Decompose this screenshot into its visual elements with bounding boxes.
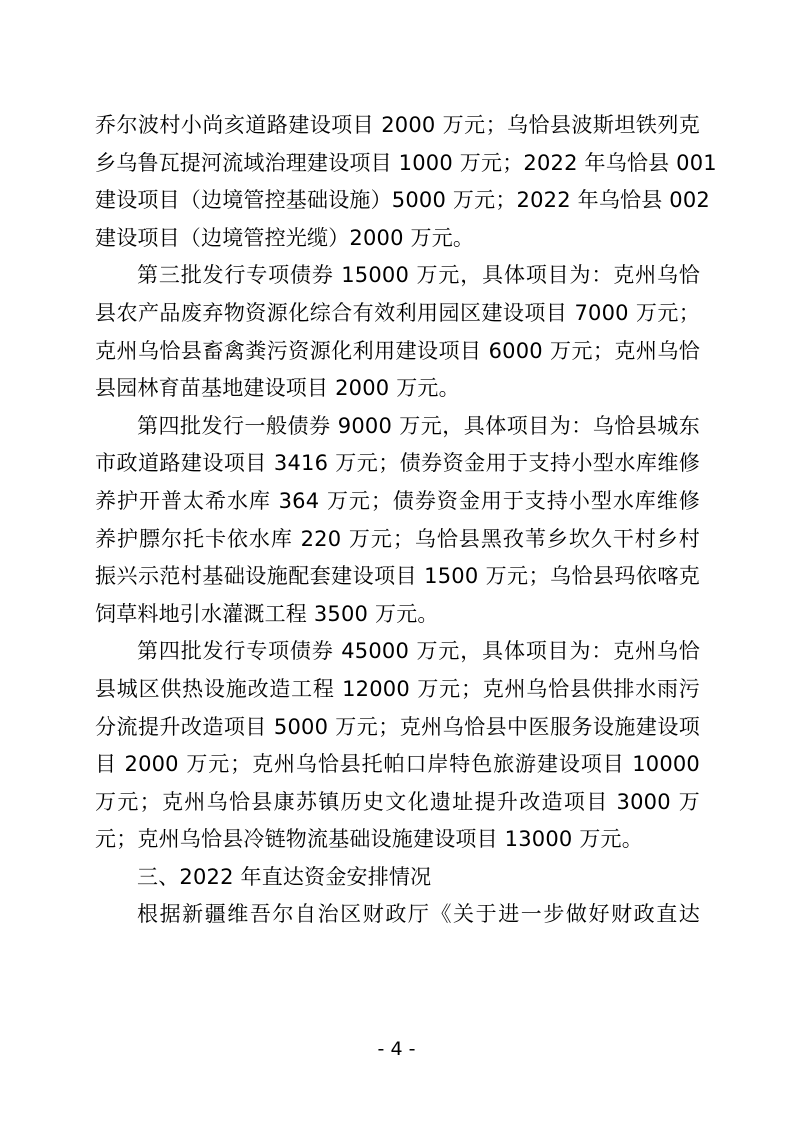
text-line: 振兴示范村基础设施配套建设项目 1500 万元；乌恰县玛依喀克 bbox=[95, 564, 700, 589]
text-line: 三、2022 年直达资金安排情况 bbox=[137, 864, 432, 889]
text-line: 第四批发行专项债券 45000 万元，具体项目为：克州乌恰 bbox=[137, 639, 700, 664]
text-line: 饲草料地引水灌溉工程 3500 万元。 bbox=[95, 601, 439, 626]
text-line: 第四批发行一般债券 9000 万元，具体项目为：乌恰县城东 bbox=[137, 413, 700, 438]
text-line: 建设项目（边境管控基础设施）5000 万元；2022 年乌恰县 002 bbox=[95, 188, 710, 213]
body-text bbox=[95, 112, 717, 939]
text-line: 建设项目（边境管控光缆）2000 万元。 bbox=[95, 225, 475, 250]
text-line: 养护开普太希水库 364 万元；债券资金用于支持小型水库维修 bbox=[95, 488, 700, 513]
text-line: 乡乌鲁瓦提河流域治理建设项目 1000 万元；2022 年乌恰县 001 bbox=[95, 150, 717, 175]
text-line: 县园林育苗基地建设项目 2000 万元。 bbox=[95, 376, 460, 401]
text-line: 县农产品废弃物资源化综合有效利用园区建设项目 7000 万元； bbox=[95, 300, 700, 325]
text-line: 县城区供热设施改造工程 12000 万元；克州乌恰县供排水雨污 bbox=[95, 676, 700, 701]
text-line: 乔尔波村小尚亥道路建设项目 2000 万元；乌恰县波斯坦铁列克 bbox=[95, 113, 700, 137]
text-line: 分流提升改造项目 5000 万元；克州乌恰县中医服务设施建设项 bbox=[95, 714, 700, 739]
text-line: 克州乌恰县畜禽粪污资源化利用建设项目 6000 万元；克州乌恰 bbox=[95, 338, 700, 363]
text-line: 第三批发行专项债券 15000 万元，具体项目为：克州乌恰 bbox=[137, 263, 700, 288]
page-number: - 4 - bbox=[377, 1038, 416, 1060]
text-line: 市政道路建设项目 3416 万元；债券资金用于支持小型水库维修 bbox=[95, 451, 700, 476]
text-line: 目 2000 万元；克州乌恰县托帕口岸特色旅游建设项目 10000 bbox=[95, 752, 700, 777]
text-line: 养护膘尔托卡依水库 220 万元；乌恰县黑孜苇乡坎久干村乡村 bbox=[95, 526, 700, 551]
text-line: 万元；克州乌恰县康苏镇历史文化遗址提升改造项目 3000 万 bbox=[95, 789, 700, 814]
text-line: 元；克州乌恰县冷链物流基础设施建设项目 13000 万元。 bbox=[95, 827, 643, 852]
text-line: 根据新疆维吾尔自治区财政厅《关于进一步做好财政直达 bbox=[137, 902, 700, 927]
